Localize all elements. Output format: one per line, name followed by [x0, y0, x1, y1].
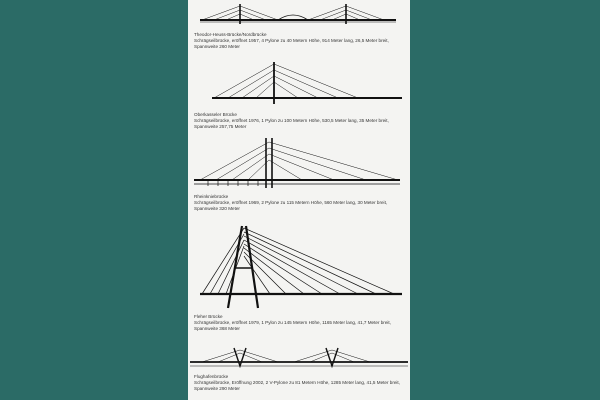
bridge-figure-fleher: [188, 222, 410, 340]
oberkasseler-drawing: [188, 60, 410, 108]
bridge-description: Schrägseilbrücke, Eröffnung 2002, 2 V-Pylone zu 81 Metern Höhe, 1285 Meter lang, 41,5 Meter breit, Spannweite 290 Meter: [194, 380, 400, 391]
flughafen-drawing: [188, 342, 410, 372]
bridge-description: Schrägseilbrücke, eröffnet 1957, 4 Pylone zu 40 Metern Höhe, 914 Meter lang, 26,5 Meter breit, Spannweite 260 Meter: [194, 38, 389, 49]
bridge-description: Schrägseilbrücke, eröffnet 1979, 1 Pylon zu 145 Metern Höhe, 1165 Meter lang, 41,7 Meter breit, Spannweite 368 Meter: [194, 320, 391, 331]
bridge-name: Theodor-Heuss-Brücke/Nordbrücke: [194, 32, 267, 37]
bridge-name: Rheinkniebrücke: [194, 194, 229, 199]
bridge-caption: [194, 32, 406, 50]
bridge-description: Schrägseilbrücke, eröffnet 1969, 2 Pylone zu 115 Metern Höhe, 560 Meter lang, 30 Meter breit, Spannweite 320 Meter: [194, 200, 388, 211]
book-page: [188, 0, 410, 400]
bridge-caption: [194, 374, 406, 392]
theodor-heuss-drawing: [188, 0, 410, 28]
rheinknie-drawing: [188, 138, 410, 190]
fleher-drawing: [188, 222, 410, 310]
bridge-figure-theodor-heuss: [188, 0, 410, 60]
bridge-name: Oberkasseler Brücke: [194, 112, 237, 117]
bridge-name: Fleher Brücke: [194, 314, 223, 319]
bridge-figure-flughafen: [188, 342, 410, 400]
bridge-caption: [194, 112, 406, 130]
bridge-figure-oberkasseler: [188, 60, 410, 140]
bridge-caption: [194, 194, 406, 212]
bridge-name: Flughafenbrücke: [194, 374, 229, 379]
bridge-description: Schrägseilbrücke, eröffnet 1976, 1 Pylon zu 100 Metern Höhe, 530,5 Meter lang, 35 Meter breit, Spannweite 257,75 Meter: [194, 118, 389, 129]
bridge-figure-rheinknie: [188, 138, 410, 220]
bridge-caption: [194, 314, 406, 332]
